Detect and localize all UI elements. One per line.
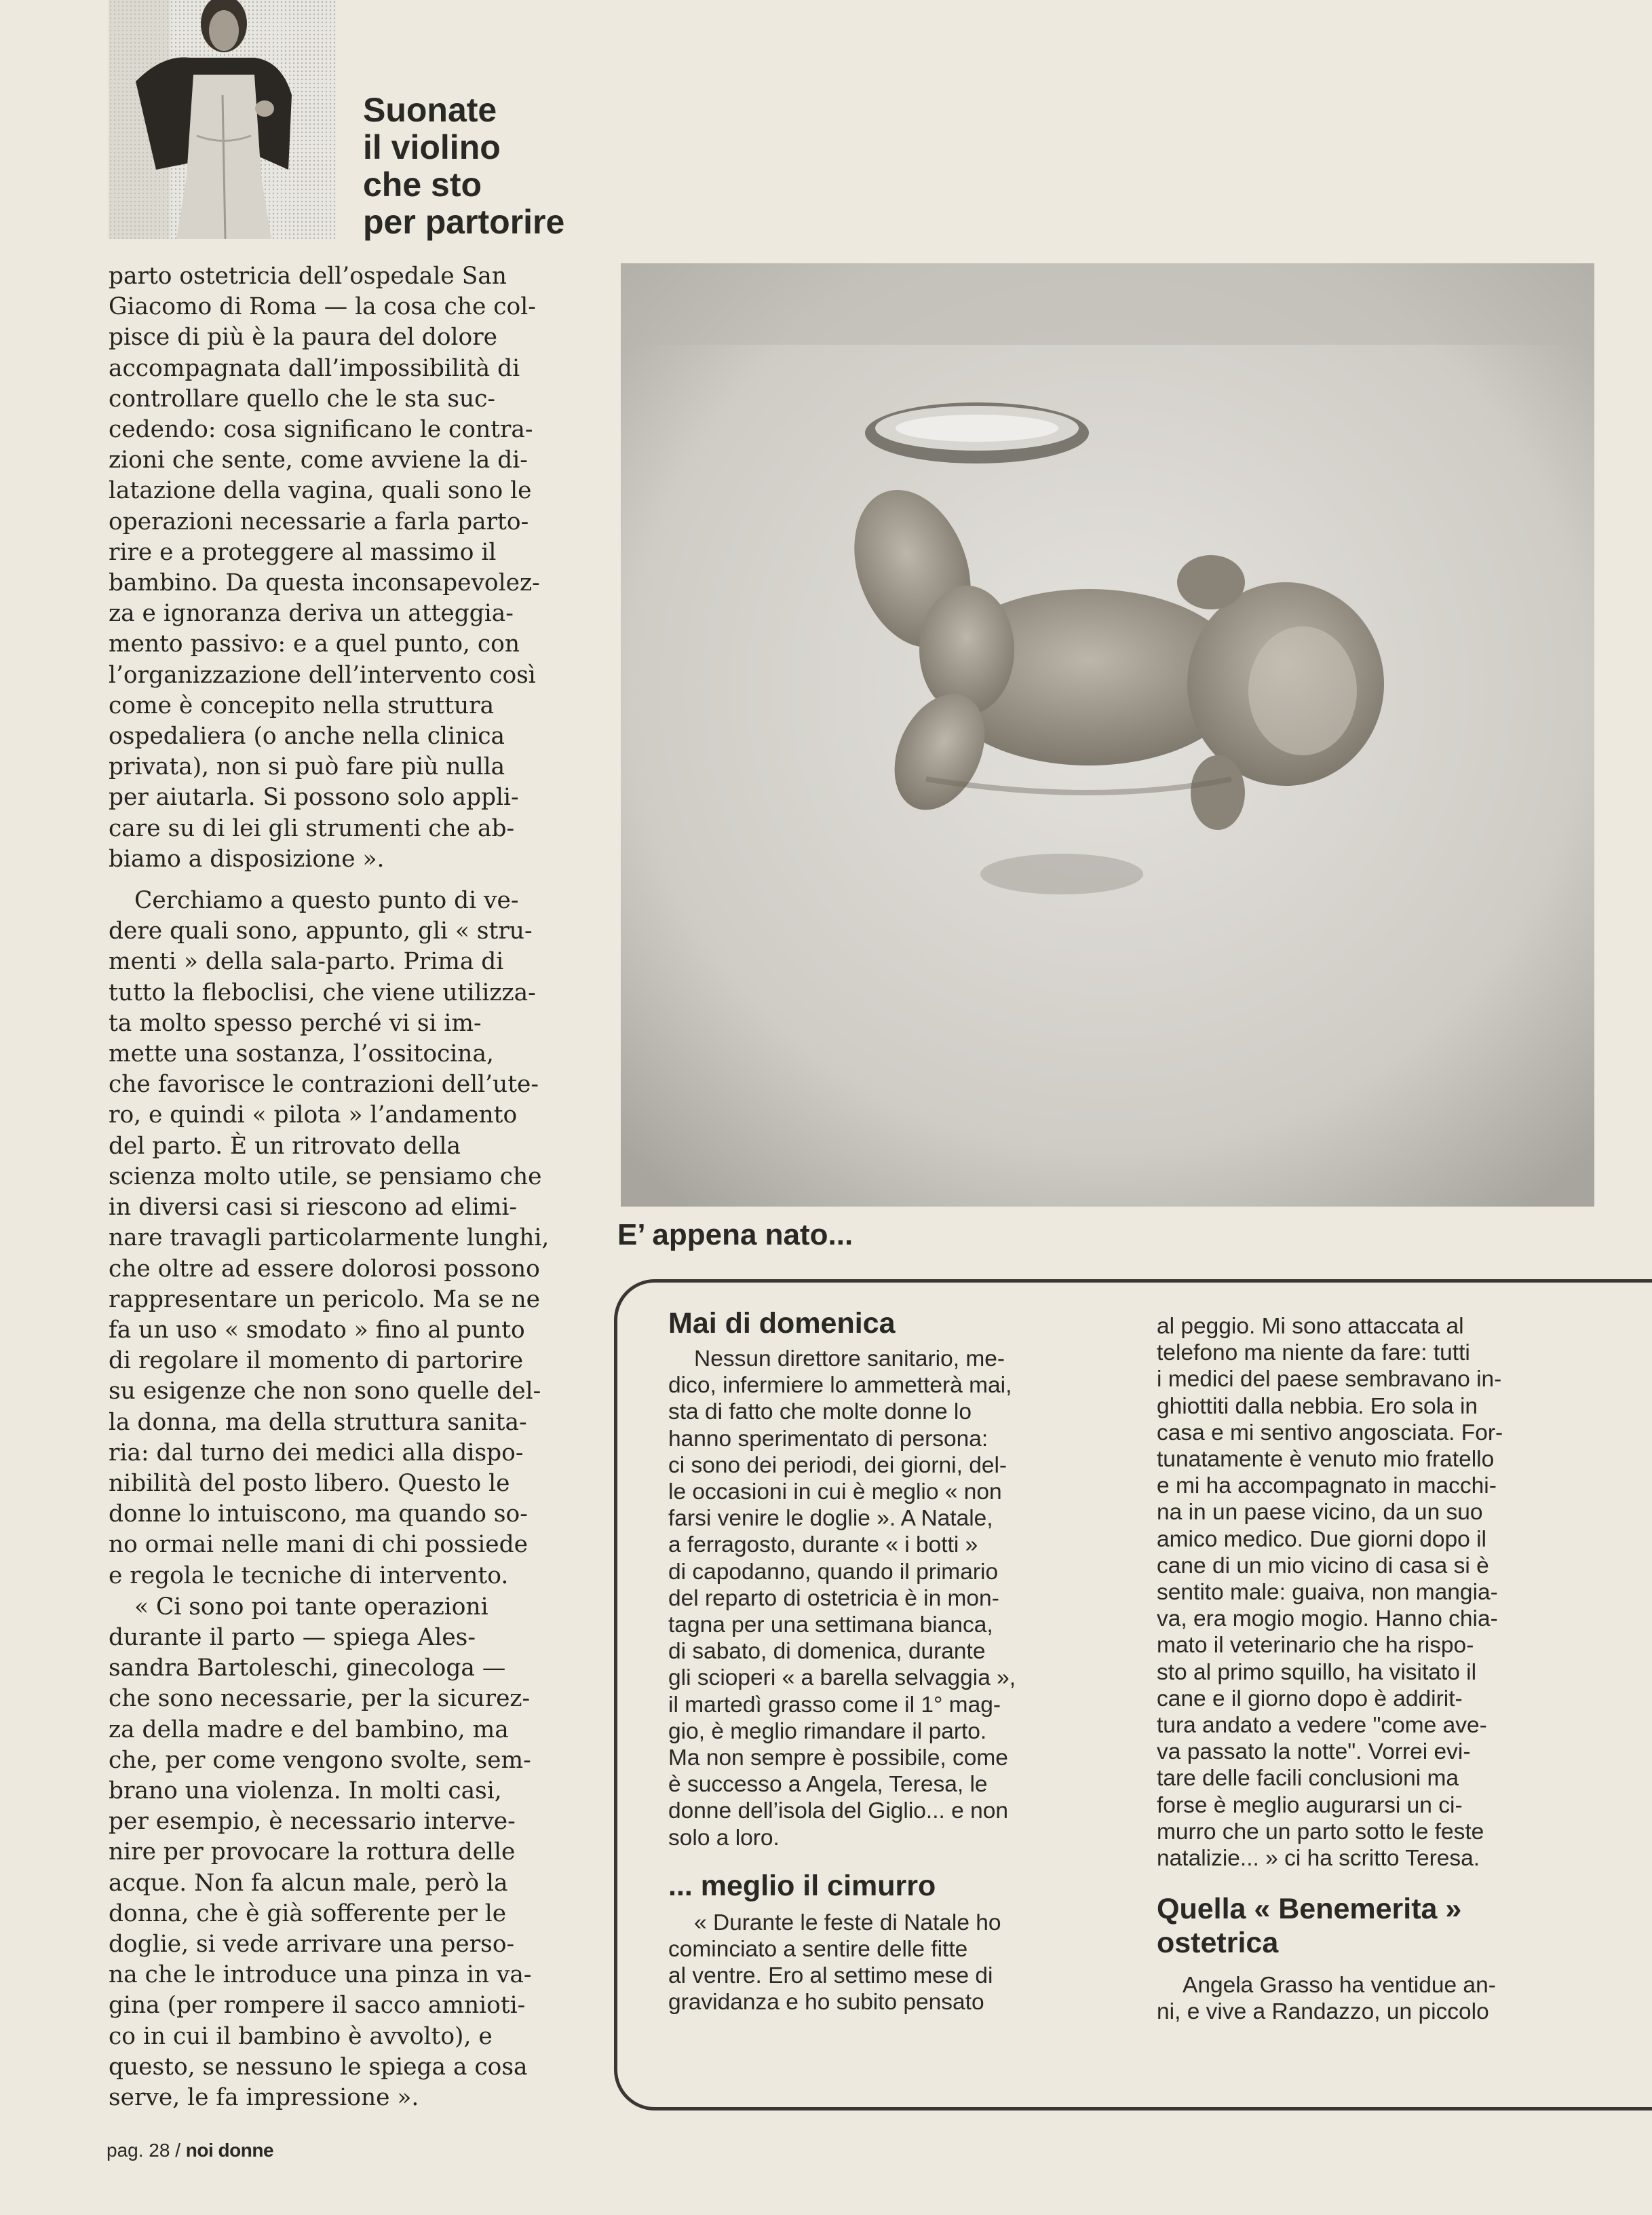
text-line: ro, e quindi « pilota » l’andamento [109,1101,518,1129]
text-line: amico medico. Due giorni dopo il [1157,1526,1486,1552]
text-line: na in un paese vicino, da un suo [1157,1500,1483,1526]
text-line: cedendo: cosa significano le contra- [109,416,533,444]
text-line: che favorisce le contrazioni dell’ute- [109,1071,539,1099]
text-line: nibilità del posto libero. Questo le [109,1469,510,1497]
text-line: rire e a proteggere al massimo il [109,538,497,566]
text-line: fa un uso « smodato » fino al punto [109,1316,525,1344]
text-line: Nessun direttore sanitario, me- [694,1346,1005,1371]
text-line: ospedaliera (o anche nella clinica [109,723,505,751]
text-line: nire per provocare la rottura delle [109,1838,516,1866]
subheading-mai-di-domenica: Mai di domenica [668,1307,896,1340]
photo-caption: E’ appena nato... [617,1218,853,1251]
text-line: mento passivo: e a quel punto, con [109,630,520,658]
text-line: dico, infermiere lo ammetterà mai, [668,1373,1012,1399]
text-line: mette una sostanza, l’ossitocina, [109,1040,494,1068]
text-line: mato il veterinario che ha rispo- [1157,1633,1474,1659]
text-line: cane di un mio vicino di casa si è [1157,1553,1489,1578]
text-line: ta molto spesso perché vi si im- [109,1009,482,1037]
text-line: sandra Bartoleschi, ginecologa — [109,1654,506,1682]
text-line: a ferragosto, durante « i botti » [668,1532,978,1558]
text-line: per aiutarla. Si possono solo appli- [109,784,519,812]
text-line: na che le introduce una pinza in va- [109,1961,532,1989]
text-line: sta di fatto che molte donne lo [668,1399,972,1425]
text-line: parto ostetricia dell’ospedale San [109,263,507,290]
headline-line: Suonate [363,91,497,129]
text-line: i medici del paese sembravano in- [1157,1367,1502,1393]
text-line: di sabato, di domenica, durante [668,1639,986,1665]
text-line: « Ci sono poi tante operazioni [134,1593,488,1621]
text-line: di regolare il momento di partorire [109,1347,524,1375]
text-line: no ormai nelle mani di chi possiede [109,1531,528,1559]
headline-line: per partorire [363,203,565,241]
text-line: doglie, si vede arrivare una perso- [109,1930,515,1958]
text-line: Giacomo di Roma — la cosa che col- [109,293,536,321]
text-line: rappresentare un pericolo. Ma se ne [109,1285,541,1313]
header-photo [109,0,336,239]
magazine-brand: noi donne [185,2140,274,2161]
text-line: bambino. Da questa inconsapevolez- [109,569,540,597]
text-line: il martedì grasso come il 1° mag- [668,1692,1001,1718]
text-line: sto al primo squillo, ha visitato il [1157,1659,1477,1685]
article-body [109,261,583,2113]
text-line: murro che un parto sotto le feste [1157,1819,1484,1844]
text-line: zioni che sente, come avviene la di- [109,447,528,474]
text-line: nare travagli particolarmente lunghi, [109,1224,550,1252]
text-line: cane e il giorno dopo è addirit- [1157,1686,1463,1711]
text-line: gli scioperi « a barella selvaggia », [668,1665,1016,1691]
text-line: casa e mi sentivo angosciata. For- [1157,1420,1503,1445]
box-column-2 [1157,1313,1605,2026]
text-line: l’organizzazione dell’intervento così [109,661,536,689]
text-line: durante il parto — spiega Ales- [109,1623,476,1651]
text-line: donne dell’isola del Giglio... e non [668,1798,1008,1824]
subheading-meglio-il-cimurro: ... meglio il cimurro [668,1869,936,1902]
text-line: al peggio. Mi sono attaccata al [1157,1314,1464,1339]
text-line: latazione della vagina, quali sono le [109,477,532,505]
text-line: di capodanno, quando il primario [668,1559,999,1585]
text-line: per esempio, è necessario interve- [109,1808,516,1836]
page-number: pag. 28 / [107,2140,180,2161]
text-line: accompagnata dall’impossibilità di [109,354,520,382]
page-footer [107,2140,273,2161]
box-column-1 [668,1306,1113,2016]
headline-line: che sto [363,166,482,204]
paragraph-2 [109,886,583,1591]
text-line: natalizie... » ci ha scritto Teresa. [1157,1846,1480,1872]
text-line: tagna per una settimana bianca, [668,1612,993,1638]
text-line: e regola le tecniche di intervento. [109,1561,509,1589]
text-line: del parto. È un ritrovato della [109,1132,461,1160]
subheading-line: Quella « Benemerita » [1157,1893,1462,1926]
text-line: Angela Grasso ha ventidue an- [1183,1973,1496,1999]
text-line: tura andato a vedere "come ave- [1157,1713,1487,1739]
text-line: che sono necessarie, per la sicurez- [109,1685,531,1713]
text-line: solo a loro. [668,1825,780,1851]
text-line: Cerchiamo a questo punto di ve- [134,887,519,915]
text-line: che oltre ad essere dolorosi possono [109,1255,540,1283]
text-line: cominciato a sentire delle fitte [668,1937,968,1963]
text-line: questo, se nessuno le spiega a cosa [109,2053,528,2081]
text-line: forse è meglio augurarsi un ci- [1157,1792,1463,1818]
text-line: gravidanza e ho subito pensato [668,1990,984,2015]
text-line: che, per come vengono svolte, sem- [109,1746,531,1774]
text-line: menti » della sala-parto. Prima di [109,948,504,976]
newborn-photo [621,263,1594,1207]
paragraph-3 [109,1592,583,2113]
text-line: scienza molto utile, se pensiamo che [109,1162,542,1190]
text-line: za della madre e del bambino, ma [109,1716,509,1743]
text-line: ria: dal turno dei medici alla dispo- [109,1439,524,1466]
text-line: tare delle facili conclusioni ma [1157,1766,1459,1792]
text-line: biamo a disposizione ». [109,845,385,873]
text-line: pisce di più è la paura del dolore [109,324,498,352]
text-line: telefono ma niente da fare: tutti [1157,1340,1470,1366]
text-line: donna, che è già sofferente per le [109,1899,507,1927]
text-line: le occasioni in cui è meglio « non [668,1479,1002,1505]
text-line: ghiottiti dalla nebbia. Ero sola in [1157,1393,1478,1419]
paragraph-1 [109,261,583,875]
text-line: come è concepito nella struttura [109,692,495,719]
text-line: ci sono dei periodi, dei giorni, del- [668,1452,1007,1478]
text-line: tutto la fleboclisi, che viene utilizza- [109,979,536,1006]
text-line: brano una violenza. In molti casi, [109,1777,502,1804]
text-line: care su di lei gli strumenti che ab- [109,814,515,842]
text-line: sentito male: guaiva, non mangia- [1157,1580,1498,1606]
text-line: za e ignoranza deriva un atteggia- [109,600,514,628]
text-line: gina (per rompere il sacco amnioti- [109,1992,526,2020]
text-line: farsi venire le doglie ». A Natale, [668,1506,993,1532]
text-line: gio, è meglio rimandare il parto. [668,1718,987,1744]
text-line: va passato la notte". Vorrei evi- [1157,1739,1471,1765]
text-line: acque. Non fa alcun male, però la [109,1869,508,1897]
text-line: controllare quello che le sta suc- [109,385,496,413]
text-line: va, era mogio mogio. Hanno chia- [1157,1606,1498,1632]
text-line: operazioni necessarie a farla parto- [109,508,529,535]
text-line: è successo a Angela, Teresa, le [668,1772,988,1798]
text-line: co in cui il bambino è avvolto), e [109,2022,493,2050]
text-line: ni, e vive a Randazzo, un piccolo [1157,1999,1489,2025]
text-line: in diversi casi si riescono ad elimi- [109,1194,518,1222]
headline-line: il violino [363,128,501,166]
text-line: dere quali sono, appunto, gli « stru- [109,917,533,945]
text-line: « Durante le feste di Natale ho [694,1910,1001,1935]
article-headline [363,92,607,241]
text-line: la donna, ma della struttura sanita- [109,1408,527,1436]
text-line: privata), non si può fare più nulla [109,753,505,781]
text-line: donne lo intuiscono, ma quando so- [109,1500,528,1528]
text-line: al ventre. Ero al settimo mese di [668,1963,993,1989]
text-line: hanno sperimentato di persona: [668,1426,988,1452]
text-line: su esigenze che non sono quelle del- [109,1378,541,1405]
text-line: del reparto di ostetricia è in mon- [668,1585,999,1611]
subheading-line: ostetrica [1157,1927,1279,1960]
text-line: tunatamente è venuto mio fratello [1157,1447,1495,1473]
text-line: Ma non sempre è possibile, come [668,1745,1008,1771]
text-line: e mi ha accompagnato in macchi- [1157,1473,1497,1499]
subheading-benemerita [1157,1892,1605,1960]
text-line: serve, le fa impressione ». [109,2083,419,2111]
